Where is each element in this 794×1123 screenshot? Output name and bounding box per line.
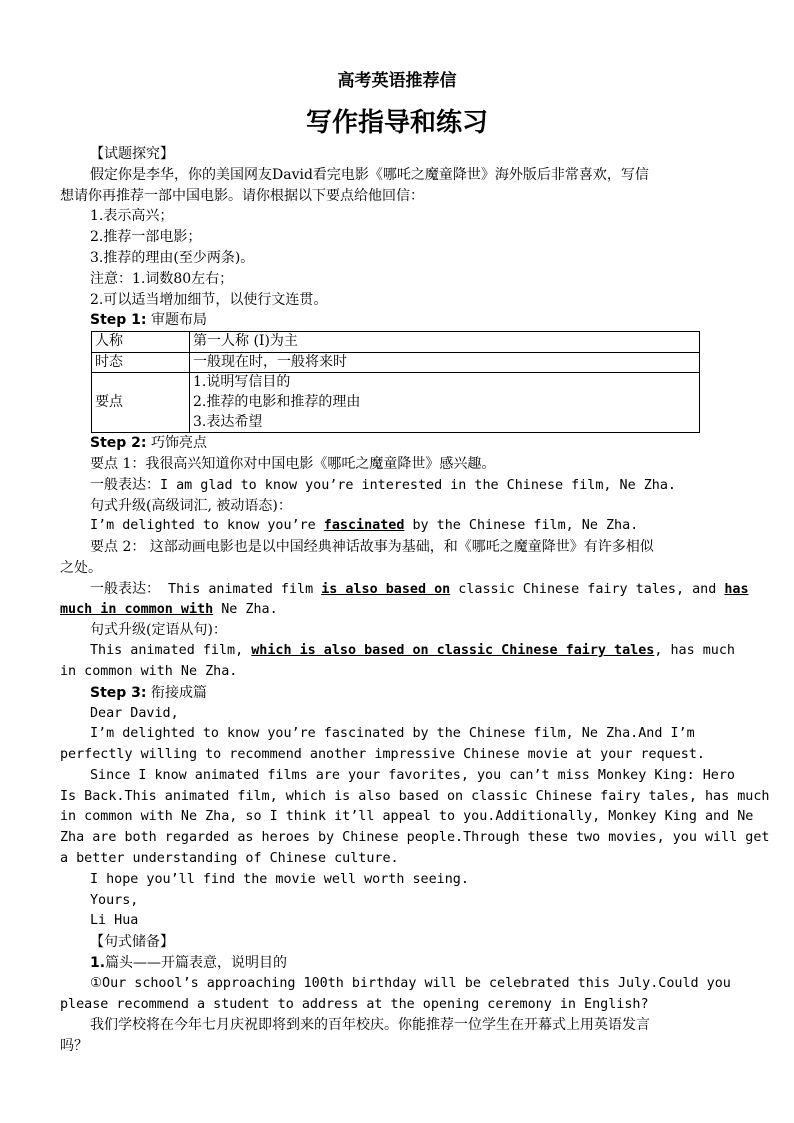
upgrade-label-1: 句式升级(高级词汇, 被动语态)：: [90, 497, 292, 514]
letter-line: in common with Ne Zha, so I think it’ll appeal to you.Additionally, Monkey King and Ne: [60, 809, 754, 825]
example-sentence-continued: please recommend a student to address at the opening ceremony in English?: [60, 996, 649, 1012]
example-sentence: ①Our school’s approaching 100th birthday will be celebrated this July.Could you: [90, 975, 731, 991]
upgrade-sentence-2-continued: in common with Ne Zha.: [60, 663, 238, 679]
prompt-text: 假定你是李华，你的美国网友David看完电影《哪吒之魔童降世》海外版后非常喜欢，写信: [90, 166, 649, 183]
section-heading-patterns: 【句式储备】: [90, 934, 174, 951]
table-row: [92, 373, 700, 433]
step2-heading: [60, 433, 734, 454]
letter-line: Zha are both regarded as heroes by Chinese people.Through these two movies, you will get: [60, 830, 770, 846]
note-text: 注意：1.词数80左右；: [90, 270, 234, 287]
key-point-label: 要点 1：: [90, 455, 146, 472]
step-title: 衔接成篇: [146, 684, 207, 701]
note-text: 2.可以适当增加细节，以使行文连贯。: [90, 291, 328, 308]
section-heading-exploration: 【试题探究】: [90, 146, 174, 162]
key-point-text: 这部动画电影也是以中国经典神话故事为基础，和《哪吒之魔童降世》有许多相似: [145, 539, 654, 556]
analysis-table: [91, 331, 700, 433]
step1-heading: [60, 310, 734, 331]
upgrade-sentence-2: [60, 641, 734, 662]
general-sentence: I am glad to know you’re interested in the Chinese film, Ne Zha.: [160, 477, 676, 493]
pattern-item-number: 1.: [90, 955, 106, 972]
letter-line: perfectly willing to recommend another impressive Chinese movie at your request.: [60, 747, 705, 763]
pattern-item-title: 篇头——开篇表意，说明目的: [105, 955, 288, 972]
upgrade-text: , has much: [654, 643, 735, 659]
document-subtitle: 写作指导和练习: [305, 108, 488, 138]
upgrade-label-2: 句式升级(定语从句)：: [90, 622, 227, 639]
letter-line: Since I know animated films are your favorites, you can’t miss Monkey King: Hero: [90, 767, 735, 783]
letter-signature: Li Hua: [90, 913, 139, 929]
upgrade-text: by the Chinese film, Ne Zha.: [404, 518, 639, 534]
table-value-cell: 一般现在时，一般将来时: [190, 352, 700, 373]
step3-heading: [60, 683, 734, 704]
table-value-cell: 第一人称 (I)为主: [190, 332, 700, 353]
letter-line: a better understanding of Chinese culture.: [60, 851, 399, 867]
example-translation: 我们学校将在今年七月庆祝即将到来的百年校庆。你能推荐一位学生在开幕式上用英语发言: [90, 1017, 650, 1034]
table-row: [92, 332, 700, 353]
general-text: classic Chinese fairy tales, and: [450, 581, 725, 597]
step-title: 巧饰亮点: [146, 435, 207, 452]
highlighted-phrase: is also based on: [321, 581, 451, 597]
table-value-line: 2.推荐的电影和推荐的理由: [193, 393, 361, 410]
document-title: 高考英语推荐信: [337, 71, 457, 91]
upgrade-text: I’m delighted to know you’re: [90, 518, 324, 534]
table-key-cell: 时态: [92, 352, 190, 373]
key-point-2: [60, 537, 734, 558]
table-key-cell: 要点: [92, 373, 190, 433]
pattern-item-heading: [60, 953, 734, 974]
step-title: 审题布局: [146, 312, 207, 329]
highlighted-phrase: which is also based on classic Chinese fairy tales: [251, 643, 655, 659]
prompt-text-continued: 想请你再推荐一部中国电影。请你根据以下要点给他回信：: [60, 187, 424, 204]
highlighted-phrase: has: [724, 581, 749, 597]
table-row: [92, 352, 700, 373]
general-label: 一般表达：: [90, 476, 160, 493]
requirement-point: 1.表示高兴；: [90, 208, 174, 225]
key-point-2-continued: 之处。: [60, 559, 102, 576]
step-label: Step 3:: [90, 684, 147, 701]
upgrade-sentence-1: [60, 516, 734, 537]
table-value-cell: [190, 373, 700, 433]
letter-closing: Yours,: [90, 892, 139, 908]
general-text: This animated film: [160, 581, 322, 597]
upgrade-text: This animated film,: [90, 643, 252, 659]
letter-salutation: Dear David,: [90, 705, 179, 721]
general-text: Ne Zha.: [213, 601, 278, 617]
highlighted-phrase: much in common with: [60, 601, 214, 617]
table-key-cell: 人称: [92, 332, 190, 353]
general-expression-2: [60, 579, 749, 600]
general-expression-1: [60, 475, 734, 496]
key-point-1: [60, 454, 734, 475]
key-point-text: 我很高兴知道你对中国电影《哪吒之魔童降世》感兴趣。: [145, 455, 496, 472]
general-label: 一般表达：: [90, 580, 160, 597]
key-point-label: 要点 2：: [90, 539, 146, 556]
step-label: Step 1:: [90, 312, 147, 329]
general-expression-2-continued: [60, 600, 734, 621]
letter-line: I hope you’ll find the movie well worth seeing.: [90, 871, 469, 887]
letter-line: I’m delighted to know you’re fascinated by the Chinese film, Ne Zha.And I’m: [90, 726, 695, 742]
requirement-point: 3.推荐的理由(至少两条)。: [90, 249, 255, 266]
step-label: Step 2:: [90, 435, 147, 452]
document-body: [60, 144, 770, 1057]
example-translation-continued: 吗？: [60, 1038, 88, 1055]
letter-line: Is Back.This animated film, which is also based on classic Chinese fairy tales, has much: [60, 788, 770, 804]
table-value-line: 3.表达希望: [193, 413, 263, 430]
highlighted-word: fascinated: [323, 518, 405, 534]
requirement-point: 2.推荐一部电影；: [90, 229, 202, 246]
table-value-line: 1.说明写信目的: [193, 374, 291, 391]
